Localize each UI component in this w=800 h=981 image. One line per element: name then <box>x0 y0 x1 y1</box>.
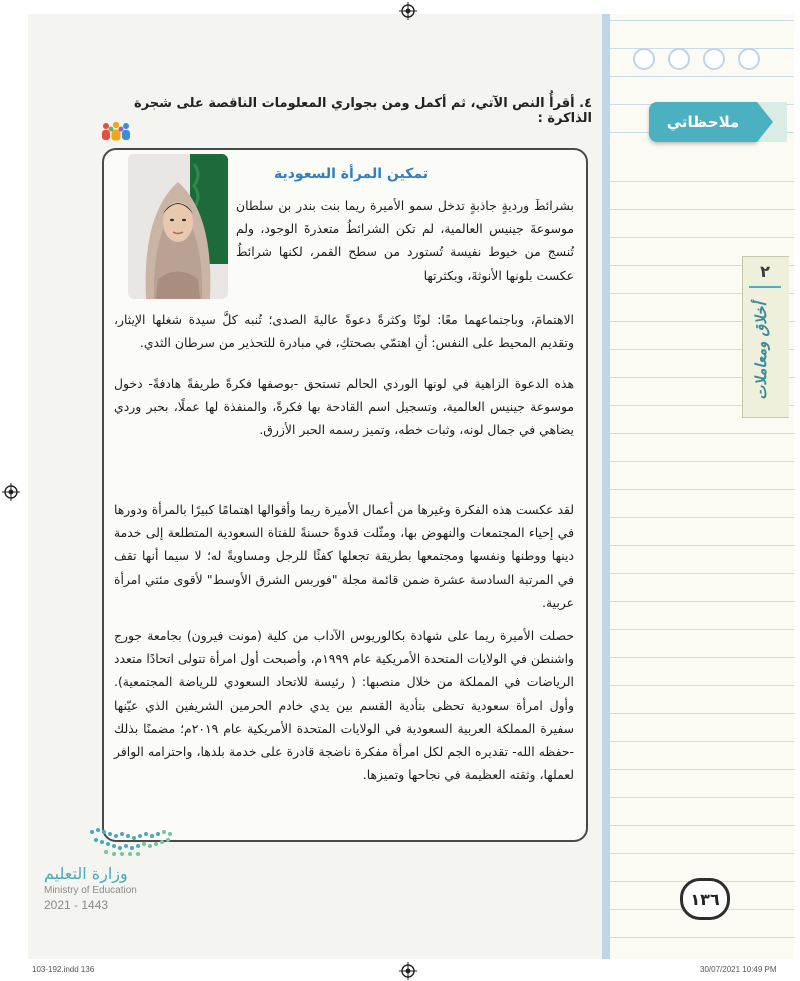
margin-stripe <box>602 14 610 959</box>
article-paragraph: بشرائطَ ورديةٍ جاذبةٍ تدخل سمو الأميرة ريما بنت بندر بن سلطان موسوعةَ جينيس العالمية، لم تكن الشرائطُ متعذرةَ الوجود، ولم تُنسج من خيوط نفيسة تُستورد من سطح القمر، لكنها شرائطُ عكست بلونها الأنوثةَ، وبكثرتها <box>236 198 574 283</box>
notes-panel <box>608 14 794 959</box>
article-title: تمكين المرأة السعودية <box>274 166 428 182</box>
portrait-photo <box>128 154 228 299</box>
ministry-logo-icon <box>86 824 176 858</box>
academic-year: 2021 - 1443 <box>44 898 109 912</box>
article-paragraph: الاهتمامَ، وباجتماعهما معًا: لونًا وكثرةً دعوةً عاليةَ الصدى؛ تُنبه كلَّ سيدة شغلها الإيثار، وتقديم المحيط على النفس: أنِ اهتمّي بصحتكِ، في مبادرة للتحذير من سرطان الثدي. <box>114 312 574 351</box>
registration-mark-icon <box>399 2 417 20</box>
page-number: ١٣٦ <box>680 878 730 920</box>
chapter-title: أخلاق ومعاملات <box>752 302 770 400</box>
binder-hole <box>738 48 760 70</box>
print-slug-date: 30/07/2021 10:49 PM <box>700 965 777 974</box>
article-paragraph: هذه الدعوة الزاهية في لونها الوردي الحالم تستحق -بوصفها فكرةً طريفةً هادفةً- دخول موسوعة جينيس العالمية، وتسجيل اسم القادحة بها فكرةً، والمنفذة لها عملًا، بحبر وردي يضاهي في جمال لونه، وثبات خطه، وتميز رسمه الحبر الأزرق. <box>114 376 574 438</box>
group-work-icon <box>100 120 132 142</box>
registration-mark-icon <box>399 962 417 980</box>
notes-heading: ملاحظاتي <box>649 102 757 142</box>
binder-hole <box>703 48 725 70</box>
chapter-number: ٢ <box>749 262 781 288</box>
ministry-name-arabic: وزارة التعليم <box>44 864 128 883</box>
binder-hole <box>668 48 690 70</box>
ministry-name-english: Ministry of Education <box>44 885 137 896</box>
article-paragraph: لقد عكست هذه الفكرة وغيرها من أعمال الأميرة ريما وأقوالها اهتمامًا كبيرًا بالمرأة ودورها في إحياء المجتمعات والنهوض بها، ومثّلت قدوةً حسنةً للفتاة السعودية المتطلعة إلى خدمة دينها ووطنها ونفسها ومجتمعها بطريقة تجعلها كفئًا للرجل ومساويةً له؛ لا سيما أنها تقف في المرتبة السادسة عشرة ضمن قائمة مجلة "فوربس الشرق الأوسط" لأقوى مئتي امرأة عربية. <box>114 502 574 610</box>
print-slug-file: 103-192.indd 136 <box>32 965 95 974</box>
question-prompt: ٤. أقرأُ النص الآتي، ثم أكمل ومن بجواري المعلومات الناقصة على شجرة الذاكرة : <box>134 96 592 126</box>
binder-hole <box>633 48 655 70</box>
registration-mark-icon <box>2 483 20 501</box>
article-paragraph: حصلت الأميرة ريما على شهادة بكالوريوس الآداب من كلية (مونت فيرون) بجامعة جورج واشنطن في الولايات المتحدة الأمريكية عام ١٩٩٩م، وأصبحت أول امرأة تتولى اتحادًا متعدد الرياضات في المملكة من خلال منصبها: ( رئيسة للاتحاد السعودي للرياضة المجتمعية). وأول امرأة سعودية تحظى بتأدية القسم بين يدي خادم الحرمين الشريفين الذي عيّنها سفيرة المملكة العربية السعودية في الولايات المتحدة الأمريكية عام ٢٠١٩م؛ مضمنًا بذلك -حفظه الله- تقديره الجم لكل امرأة مفكرة ناضجة قادرة على خدمة بلدها، واحترامه الوافر لعملها، وثقته العظيمة في نجاحها وتميزها. <box>114 628 574 783</box>
